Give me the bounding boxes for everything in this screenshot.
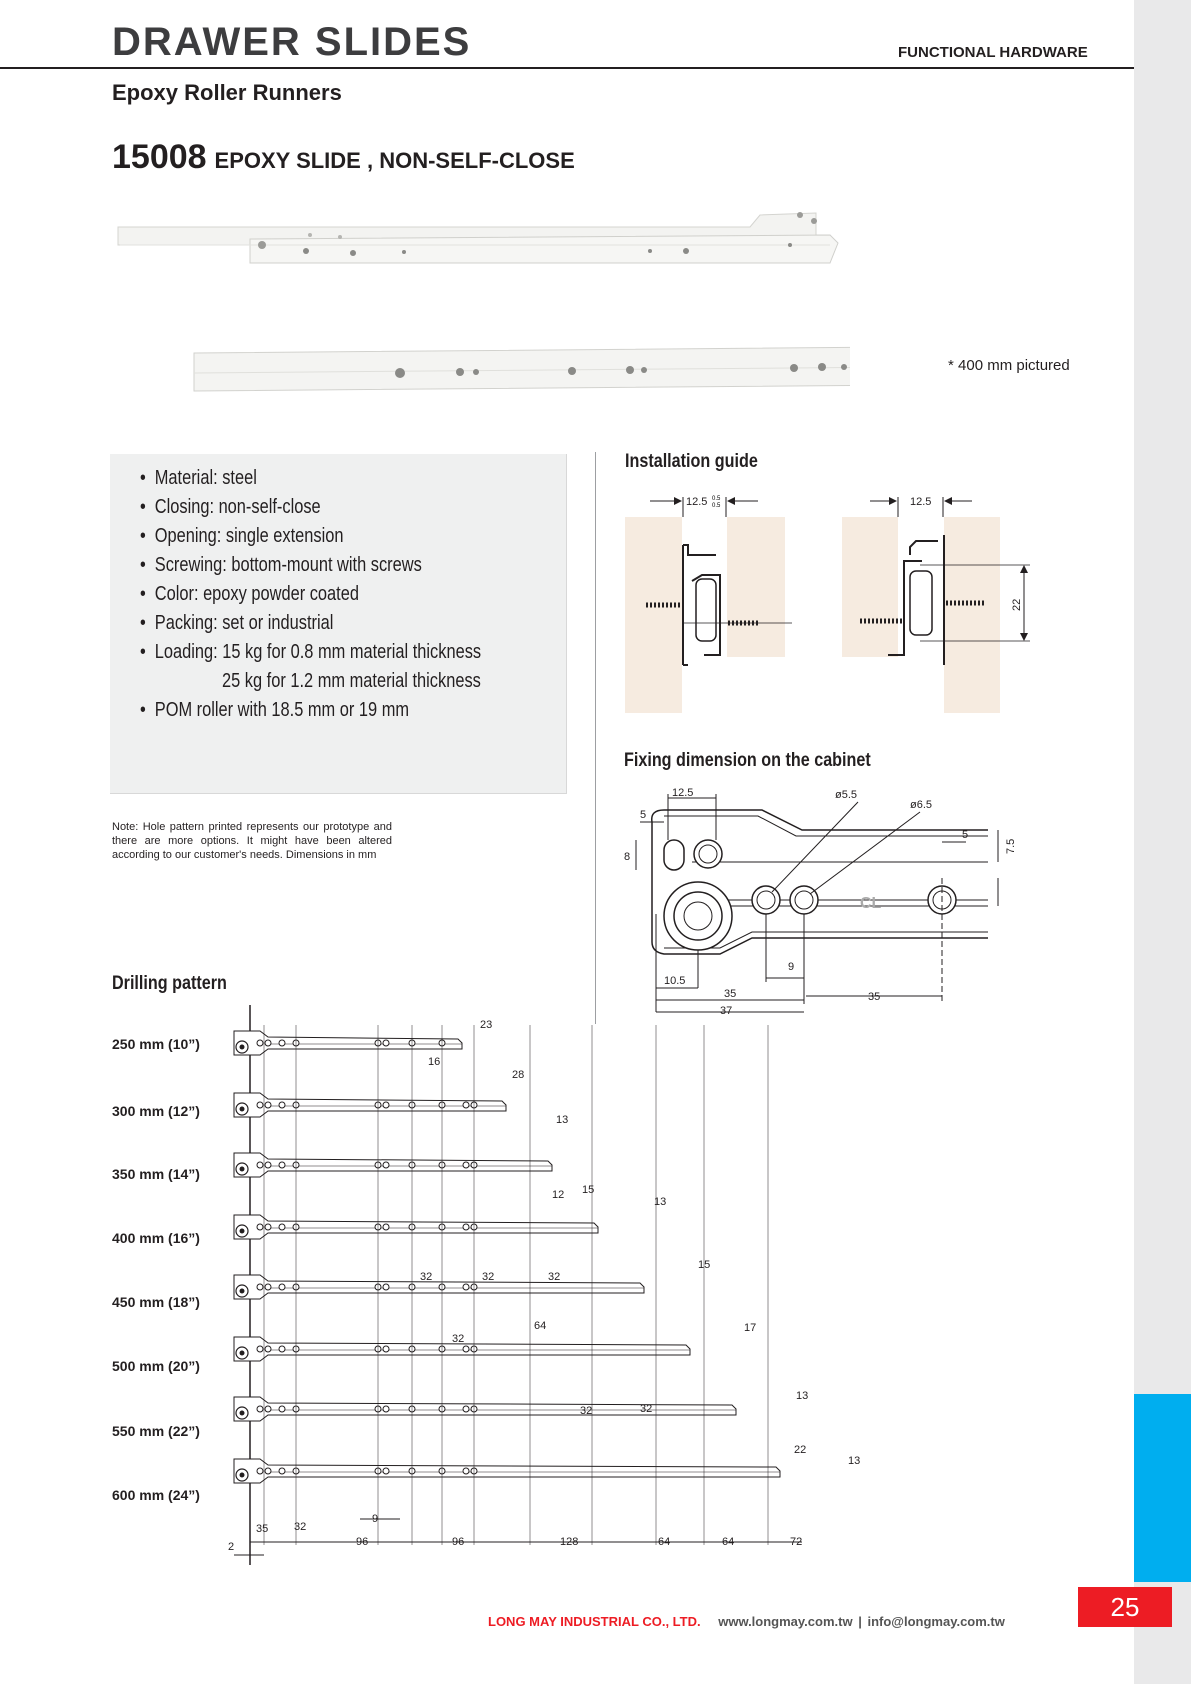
svg-text:12.5: 12.5 [672,787,694,799]
svg-text:37: 37 [720,1005,733,1017]
svg-text:9: 9 [788,961,795,973]
spec-panel [110,454,567,794]
svg-text:32: 32 [548,1271,561,1283]
svg-text:64: 64 [722,1536,735,1548]
svg-text:15: 15 [698,1259,711,1271]
lower-slide-photo [194,345,850,391]
svg-text:64: 64 [658,1536,671,1548]
slide-rail [234,1153,552,1177]
side-tab-blue [1134,1394,1191,1582]
footer-website[interactable]: www.longmay.com.tw [718,1614,853,1629]
slide-rail [234,1275,644,1299]
row-label: 450 mm (18”) [112,1294,200,1310]
svg-text:16: 16 [428,1056,441,1068]
svg-text:22: 22 [1011,598,1023,611]
spec-item: • Color: epoxy powder coated [140,583,359,605]
installation-diagram [620,485,1030,715]
spec-list [110,454,566,725]
svg-text:35: 35 [724,988,737,1000]
section-subtitle: Epoxy Roller Runners [112,80,342,105]
svg-text:5: 5 [640,809,647,821]
footer-separator: | [858,1614,862,1629]
spec-item: • Opening: single extension [140,525,344,547]
upper-slide-photo [118,212,850,263]
spec-item: • Packing: set or industrial [140,612,334,634]
svg-text:35: 35 [868,991,881,1003]
category-label: FUNCTIONAL HARDWARE [898,44,1088,61]
drilling-heading: Drilling pattern [112,973,227,994]
svg-text:32: 32 [580,1405,593,1417]
svg-text:10.5: 10.5 [664,975,686,987]
page-title: DRAWER SLIDES [112,20,472,64]
row-label: 600 mm (24”) [112,1487,200,1503]
note-text: Note: Hole pattern printed represents our prototype and there are more options. It might have been altered according to our customer's needs. Dimensions in mm [112,821,392,861]
svg-text:13: 13 [654,1196,667,1208]
svg-text:22: 22 [794,1444,807,1456]
svg-text:5: 5 [962,829,969,841]
svg-text:64: 64 [534,1320,547,1332]
svg-text:28: 28 [512,1069,525,1081]
spec-item: • Loading: 15 kg for 0.8 mm material thickness [140,641,482,663]
svg-text:ø6.5: ø6.5 [910,799,933,811]
footer-email[interactable]: info@longmay.com.tw [867,1614,1005,1629]
fixing-heading: Fixing dimension on the cabinet [624,750,871,771]
svg-text:12.5: 12.5 [686,496,708,508]
svg-text:96: 96 [452,1536,465,1548]
svg-text:13: 13 [556,1114,569,1126]
model-number: 15008 [112,138,207,176]
drilling-diagram [220,1005,880,1565]
svg-text:72: 72 [790,1536,803,1548]
page-number: 25 [1078,1587,1172,1627]
row-label: 350 mm (14”) [112,1166,200,1182]
header-rule [0,67,1134,69]
svg-text:32: 32 [640,1403,653,1415]
installation-heading: Installation guide [625,451,758,472]
svg-text:12.5: 12.5 [910,496,932,508]
slide-rail [234,1093,506,1117]
spec-item: • Screwing: bottom-mount with screws [140,554,422,576]
fixing-diagram [620,782,1030,1022]
svg-text:ø5.5: ø5.5 [835,789,858,801]
row-label: 400 mm (16”) [112,1230,200,1246]
photo-note: * 400 mm pictured [948,357,1070,374]
row-label: 300 mm (12”) [112,1103,200,1119]
svg-text:13: 13 [848,1455,861,1467]
svg-text:8: 8 [624,851,631,863]
svg-text:9: 9 [372,1513,379,1525]
spec-item: • Material: steel [140,467,257,489]
svg-text:96: 96 [356,1536,369,1548]
spec-item: • Closing: non-self-close [140,496,321,518]
install-left [625,496,792,713]
spec-item: • POM roller with 18.5 mm or 19 mm [140,699,410,721]
svg-text:32: 32 [420,1271,433,1283]
product-photo [110,205,850,405]
column-divider [595,452,596,1024]
svg-text:0.5: 0.5 [712,503,721,509]
spec-item-continued: 25 kg for 1.2 mm material thickness [222,670,481,692]
svg-text:2: 2 [228,1541,235,1553]
svg-text:128: 128 [560,1536,579,1548]
model-description: EPOXY SLIDE , NON-SELF-CLOSE [214,148,575,173]
slide-rail [234,1215,598,1239]
svg-text:7.5: 7.5 [1005,838,1017,854]
product-title [112,138,575,177]
svg-text:32: 32 [482,1271,495,1283]
svg-text:17: 17 [744,1322,757,1334]
row-label: 250 mm (10”) [112,1036,200,1052]
row-label: 550 mm (22”) [112,1423,200,1439]
svg-text:32: 32 [452,1333,465,1345]
svg-text:0.5: 0.5 [712,496,721,502]
row-label: 500 mm (20”) [112,1358,200,1374]
install-right [842,496,1030,713]
slide-rail [234,1397,736,1421]
slide-rail [234,1459,780,1483]
footer [488,1614,1005,1629]
footer-company: LONG MAY INDUSTRIAL CO., LTD. [488,1614,701,1629]
slide-rail [234,1031,462,1055]
svg-text:12: 12 [552,1189,565,1201]
svg-text:23: 23 [480,1019,493,1031]
svg-text:13: 13 [796,1390,809,1402]
svg-text:35: 35 [256,1523,269,1535]
svg-text:CL: CL [860,895,882,912]
svg-text:15: 15 [582,1184,595,1196]
svg-text:32: 32 [294,1521,307,1533]
